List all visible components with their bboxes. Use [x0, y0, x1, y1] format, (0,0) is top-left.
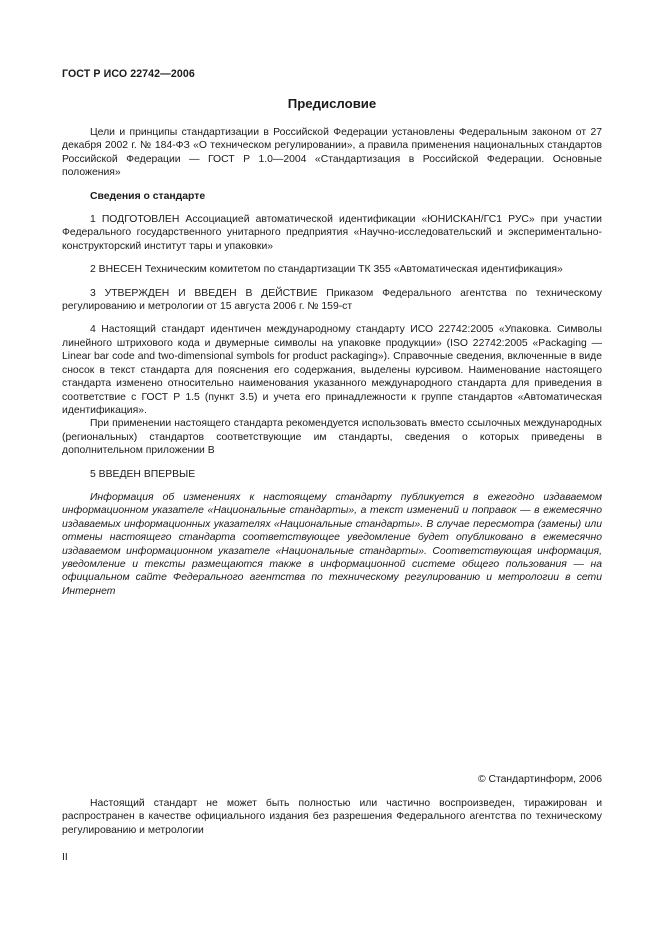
copyright-line: © Стандартинформ, 2006: [477, 774, 602, 785]
reproduction-notice: Настоящий стандарт не может быть полностью или частично воспроизведен, тиражирован и распространен в качестве официального издания без разрешения Федерального агентства по техническому регулированию и метрологии: [62, 798, 602, 836]
item-4-paragraph: 4 Настоящий стандарт идентичен международному стандарту ИСО 22742:2005 «Упаковка. Символы линейного штрихового кода и двумерные символы на упаковке продукции» (ISO 22742:2005 «Packaging — Linear bar code and two-dimensional symbols for product packaging»). Справочные сведения, включенные в виде сносок в текст стандарта для пояснения его содержания, выделены курсивом. Наименование настоящего стандарта изменено относительно наименования указанного международного стандарта для приведения в соответствие с ГОСТ Р 1.5 (пункт 3.5) и учета его принадлежности к группе стандартов «Автоматическая идентификация».: [62, 324, 602, 416]
amendments-info-paragraph: Информация об изменениях к настоящему стандарту публикуется в ежегодно издаваемом информационном указателе «Национальные стандарты», а текст изменений и поправок — в ежемесячно издаваемых информационных указателях «Национальные стандарты». В случае пересмотра (замены) или отмены настоящего стандарта соответствующее уведомление будет опубликовано в ежемесячно издаваемом информационном указателе «Национальные стандарты». Соответствующая информация, уведомление и тексты размещаются также в информационной системе общего пользования — на официальном сайте Федерального агентства по техническому регулированию и метрологии в сети Интернет: [62, 491, 602, 597]
intro-paragraph: Цели и принципы стандартизации в Российской Федерации установлены Федеральным законом от 27 декабря 2002 г. № 184-ФЗ «О техническом регулировании», а правила применения национальных стандартов Российской Федерации — ГОСТ Р 1.0—2004 «Стандартизация в Российской Федерации. Основные положения»: [62, 127, 602, 179]
page-number: II: [62, 852, 68, 863]
page-title: Предисловие: [287, 96, 377, 111]
section-heading: Сведения о стандарте: [90, 190, 206, 202]
item-2-paragraph: 2 ВНЕСЕН Техническим комитетом по стандартизации ТК 355 «Автоматическая идентификация»: [90, 264, 563, 276]
item-1-paragraph: 1 ПОДГОТОВЛЕН Ассоциацией автоматической идентификации «ЮНИСКАН/ГС1 РУС» при участии Федерального государственного унитарного предприятия «Научно-исследовательский и экспериментально-конструкторский институт тары и упаковки»: [62, 214, 602, 252]
item-3-paragraph: 3 УТВЕРЖДЕН И ВВЕДЕН В ДЕЙСТВИЕ Приказом Федерального агентства по техническому регулированию и метрологии от 15 августа 2006 г. № 159-ст: [62, 287, 602, 313]
document-code-header: ГОСТ Р ИСО 22742—2006: [62, 68, 195, 80]
document-page: [62, 0, 602, 936]
item-5-paragraph: 5 ВВЕДЕН ВПЕРВЫЕ: [90, 468, 196, 480]
item-4-note-paragraph: При применении настоящего стандарта рекомендуется использовать вместо ссылочных международных (региональных) стандартов соответствующие им стандарты, сведения о которых приведены в дополнительном приложении В: [62, 418, 602, 457]
foreword-body: [62, 126, 602, 598]
